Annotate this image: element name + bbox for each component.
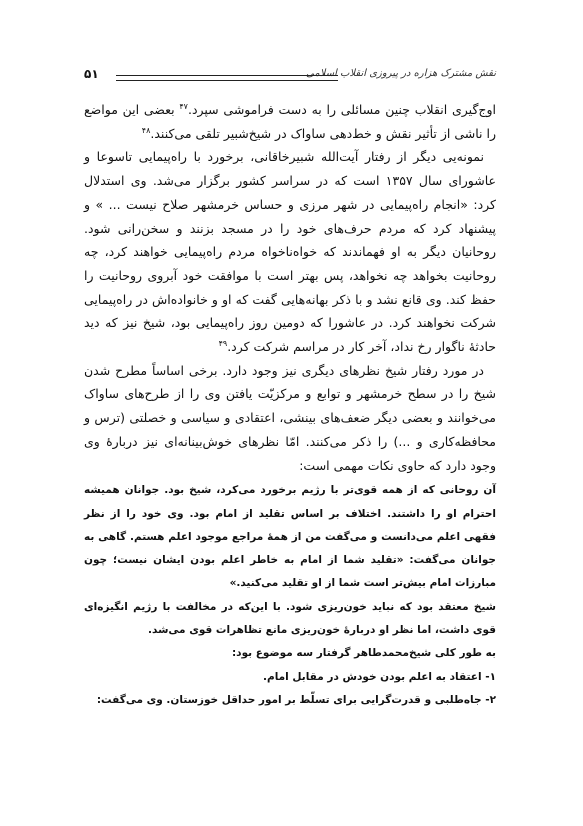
quote-2: شیخ معتقد بود که نباید خون‌ریزی شود. با این‌که در مخالفت با رژیم انگیزه‌ای قوی داشت، اما نظر او دربارهٔ خون‌ریزی مانع تظاهرات قوی می‌شد.	[84, 600, 496, 637]
paragraph-2	[84, 145, 496, 358]
paragraph-1	[84, 98, 496, 145]
paragraph-text: بعضی این مواضع را ناشی از تأثیر نقش و خط‌دهی ساواک در شیخ‌شبیر تلقی می‌کنند.	[84, 102, 496, 141]
paragraph-text: نمونه‌یی دیگر از رفتار آیت‌الله شبیرخاقانی، برخورد با راه‌پیمایی تاسوعا و عاشورای سال ۱۳۵۷ است که در سراسر کشور برگزار می‌شد. وی استدلال کرد: «انجام راه‌پیمایی در شهر مرزی و حساس خرمشهر صلاح نیست ... » و پیشنهاد کرد که مردم حرف‌های خود را در مسجد بزنند و سخن‌رانی شود. روحانیان دیگر به او فهماندند که خواه‌ناخواه مردم راه‌پیمایی خواهند کرد، چه روحانیت بخواهد چه نخواهد، پس بهتر است با موافقت خود آبروی روحانیت را حفظ کند. وی قانع نشد و با ذکر بهانه‌هایی گفت که او و خانواده‌اش در راه‌پیمایی شرکت نخواهند کرد. در عاشورا که دومین روز راه‌پیمایی بود، شیخ نیز که دید حادثهٔ ناگوار رخ نداد، آخر کار در مراسم شرکت کرد.	[84, 149, 496, 355]
paragraph-text: اوج‌گیری انقلاب چنین مسائلی را به دست فراموشی سپرد.	[187, 102, 496, 117]
quote-item-2: ۲- جاه‌طلبی و قدرت‌گرایی برای تسلّط بر امور حداقل خوزستان. وی می‌گفت:	[96, 693, 496, 706]
footnote-marker: ۴۹	[218, 338, 228, 348]
running-header	[84, 66, 496, 86]
header-rule	[116, 75, 338, 81]
running-title: نقش مشترک هزاره در پیروزی انقلاب اسلامی	[306, 68, 496, 79]
quote-item-1: ۱- اعتقاد به اعلم بودن خودش در مقابل امام.	[263, 670, 496, 683]
paragraph-text: در مورد رفتار شیخ نظرهای دیگری نیز وجود دارد. برخی اساساً مطرح شدن شیخ را در سطح خرمشهر و توابع و مرکزیّت یافتن وی را از طرح‌های ساواک می‌خوانند و بعضی دیگر ضعف‌های بینشی، اعتقادی و سیاسی و خصلتی (ترس و محافظه‌کاری و ...) را ذکر می‌کنند. امّا نظرهای خوش‌بینانه‌ای نیز دربارهٔ وی وجود دارد که حاوی نکات مهمی است:	[84, 362, 496, 473]
footnote-marker: ۴۷	[179, 101, 188, 111]
page-number: ۵۱	[84, 67, 99, 81]
quote-1: آن روحانی که از همه قوی‌تر با رژیم برخورد می‌کرد، شیخ بود. جوانان همیشه احترام او را داشتند. اختلاف بر اساس تقلید از امام بود. وی خود را از نظر فقهی اعلم می‌دانست و می‌گفت من از همهٔ مراجع موجود اعلم هستم. گاهی به جوانان می‌گفت: «تقلید شما از امام به خاطر اعلم بودن ایشان نیست؛ چون مبارزات امام بیش‌تر است شما از او تقلید می‌کنید.»	[84, 484, 496, 590]
page-body	[84, 98, 496, 712]
quote-3: به طور کلی شیخ‌محمدطاهر گرفتار سه موضوع بود:	[231, 647, 496, 660]
paragraph-3	[84, 359, 496, 478]
footnote-marker: ۴۸	[141, 125, 151, 135]
